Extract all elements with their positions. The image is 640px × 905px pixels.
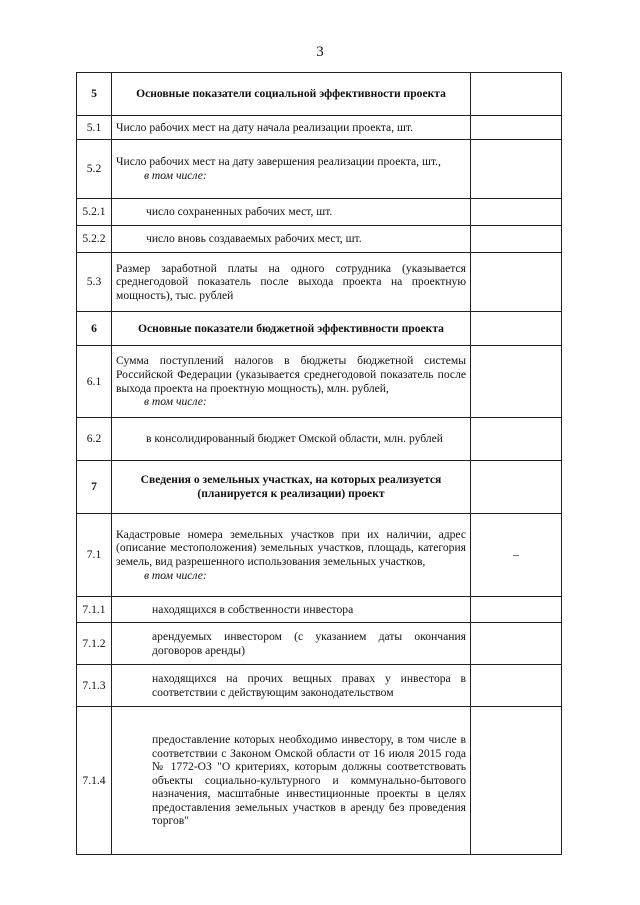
row-number: 7.1.2 <box>77 623 112 665</box>
table-row <box>77 116 562 140</box>
row-text: находящихся в собственности инвестора <box>152 602 354 616</box>
table-row <box>77 514 562 597</box>
table-row <box>77 346 562 418</box>
table-row <box>77 226 562 253</box>
row-value <box>471 418 562 461</box>
row-value: – <box>471 514 562 597</box>
row-value <box>471 461 562 514</box>
row-text: Основные показатели бюджетной эффективности проекта <box>112 312 471 346</box>
row-number: 5.2 <box>77 140 112 199</box>
row-text: предоставление которых необходимо инвестору, в том числе в соответствии с Законом Омской области от 16 июля 2015 года № 1772-ОЗ "О критериях, которым должны соответствовать объекты социально-культурного и коммунально-бытового назначения, масштабные инвестиционные проекты в целях предоставления земельных участков в аренду без проведения торгов" <box>152 732 466 828</box>
row-text-cell <box>112 418 471 461</box>
row-number: 7.1 <box>77 514 112 597</box>
table-row <box>77 665 562 707</box>
row-value <box>471 665 562 707</box>
row-value <box>471 226 562 253</box>
row-number: 7.1.4 <box>77 707 112 855</box>
table-row-section-6 <box>77 312 562 346</box>
row-text: число сохраненных рабочих мест, шт. <box>146 205 333 219</box>
row-text-cell <box>112 226 471 253</box>
row-text-cell <box>112 623 471 665</box>
row-text-cell <box>112 597 471 623</box>
row-text: число вновь создаваемых рабочих мест, шт. <box>146 232 362 246</box>
row-value <box>471 199 562 226</box>
row-number: 7.1.1 <box>77 597 112 623</box>
row-text: арендуемых инвестором (с указанием даты окончания договоров аренды) <box>152 629 466 657</box>
row-value <box>471 597 562 623</box>
row-text-cell <box>112 346 471 418</box>
row-text: в консолидированный бюджет Омской области, млн. рублей <box>146 432 444 446</box>
row-value <box>471 116 562 140</box>
row-text: находящихся на прочих вещных правах у инвестора в соответствии с действующим законодательством <box>152 671 466 699</box>
row-number: 5.3 <box>77 253 112 312</box>
row-value <box>471 312 562 346</box>
row-number: 7 <box>77 461 112 514</box>
row-number: 6.1 <box>77 346 112 418</box>
table-row <box>77 707 562 855</box>
indicators-table <box>76 72 562 855</box>
row-text: Число рабочих мест на дату завершения реализации проекта, шт., <box>116 155 441 169</box>
row-text-cell <box>112 140 471 199</box>
row-text-cell <box>112 514 471 597</box>
row-value <box>471 140 562 199</box>
table-row <box>77 199 562 226</box>
table-row <box>77 418 562 461</box>
table-row-section-7 <box>77 461 562 514</box>
table-row <box>77 140 562 199</box>
row-text: Сведения о земельных участках, на которых реализуется (планируется к реализации) проект <box>112 461 471 514</box>
row-value <box>471 346 562 418</box>
row-text: Сумма поступлений налогов в бюджеты бюджетной системы Российской Федерации (указывается среднегодовой показатель после выхода проекта на проектную мощность), млн. рублей, <box>116 354 466 395</box>
row-number: 5.2.1 <box>77 199 112 226</box>
page-number: 3 <box>316 44 324 60</box>
row-number: 6 <box>77 312 112 346</box>
table-row <box>77 253 562 312</box>
row-text: Кадастровые номера земельных участков при их наличии, адрес (описание местоположения) земельных участков, площадь, категория земель, вид разрешенного использования земельных участков, <box>116 527 466 568</box>
row-value <box>471 707 562 855</box>
row-subtext: в том числе: <box>144 169 207 182</box>
row-value <box>471 73 562 116</box>
row-text-cell <box>112 665 471 707</box>
row-text: Число рабочих мест на дату начала реализации проекта, шт. <box>112 116 471 140</box>
row-number: 6.2 <box>77 418 112 461</box>
row-number: 7.1.3 <box>77 665 112 707</box>
row-value <box>471 253 562 312</box>
row-subtext: в том числе: <box>144 568 207 582</box>
row-subtext: в том числе: <box>144 395 207 409</box>
row-number: 5 <box>77 73 112 116</box>
table-row <box>77 597 562 623</box>
row-number: 5.1 <box>77 116 112 140</box>
table-row <box>77 623 562 665</box>
row-number: 5.2.2 <box>77 226 112 253</box>
row-text-cell <box>112 199 471 226</box>
row-value <box>471 623 562 665</box>
row-text: Размер заработной платы на одного сотрудника (указывается среднегодовой показатель после выхода проекта на проектную мощность), тыс. рублей <box>112 253 471 312</box>
row-text-cell <box>112 707 471 855</box>
table-row-section-5 <box>77 73 562 116</box>
row-text: Основные показатели социальной эффективности проекта <box>112 73 471 116</box>
